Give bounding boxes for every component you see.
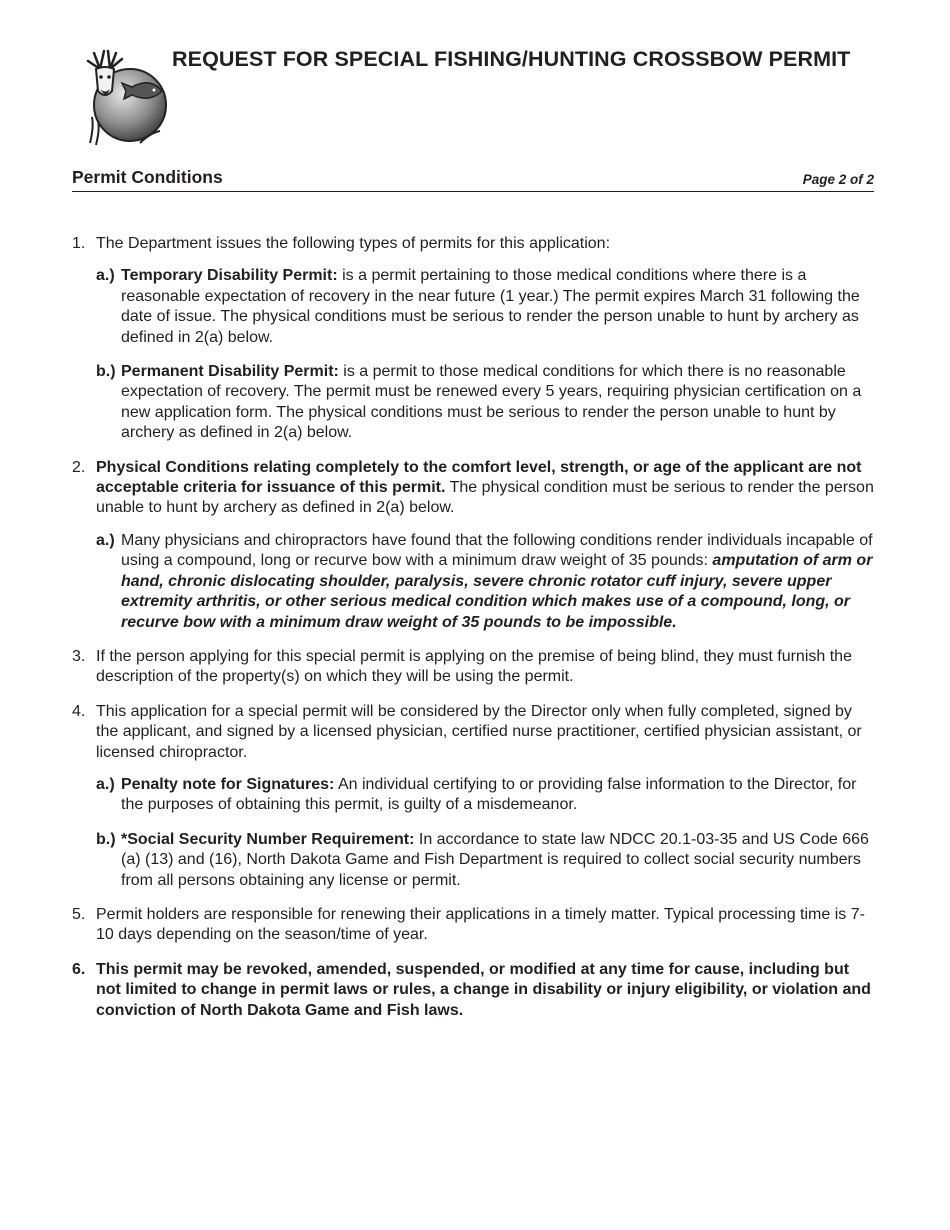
permit-conditions-list (72, 234, 874, 1035)
item-number: 5. (72, 905, 86, 923)
item-number: 2. (72, 458, 86, 476)
item-text: This application for a special permit will be considered by the Director only when fully completed, signed by the applicant, and signed by a licensed physician, certified nurse practitioner, certified physician assistant, or licensed chiropractor. (96, 702, 862, 761)
sub-item-label: a.) (96, 775, 115, 793)
page-number: Page 2 of 2 (802, 172, 874, 187)
condition-item-4 (72, 702, 874, 891)
sub-item-body: is a permit to those medical conditions for which there is no reasonable expectation of recovery. The permit must be renewed every 5 years, requiring physician certification on a new application form. The physical conditions must be serious to render the person unable to hunt by archery as defined in 2(a) below. (121, 363, 862, 442)
sub-item-body: is a permit pertaining to those medical conditions where there is a reasonable expectation of recovery in the near future (1 year.) The permit expires March 31 following the date of issue. The physical conditions must be serious to render the person unable to hunt by archery as defined in 2(a) below. (121, 267, 860, 346)
sub-item-text (121, 266, 874, 348)
item-text: If the person applying for this special permit is applying on the premise of being blind, they must furnish the description of the property(s) on which they will be using the permit. (96, 647, 852, 686)
sub-item-term: Permanent Disability Permit: (121, 363, 339, 381)
condition-item-6 (72, 960, 874, 1021)
condition-item-3 (72, 647, 874, 688)
sub-item-1a (96, 266, 874, 348)
deer-fish-logo-icon (80, 47, 170, 151)
sub-item-text (121, 775, 874, 816)
sub-item-term: *Social Security Number Requirement: (121, 830, 415, 848)
item-text: This permit may be revoked, amended, suspended, or modified at any time for cause, including but not limited to change in permit laws or rules, a change in disability or injury eligibility, or violation and conviction of North Dakota Game and Fish laws. (96, 960, 871, 1019)
section-header (72, 166, 874, 192)
sub-item-4b (96, 830, 874, 891)
sub-item-text (121, 362, 874, 444)
sub-item-label: a.) (96, 267, 115, 285)
document-title: REQUEST FOR SPECIAL FISHING/HUNTING CROSSBOW PERMIT (172, 47, 851, 71)
sub-item-text (121, 531, 874, 633)
item-number: 1. (72, 235, 86, 252)
sub-item-body: Many physicians and chiropractors have found that the following conditions render individuals incapable of using a compound, long or recurve bow with a minimum draw weight of 35 pounds: (121, 531, 873, 570)
sub-item-label: b.) (96, 830, 116, 848)
item-number: 3. (72, 647, 86, 665)
sub-item-term: Temporary Disability Permit: (121, 267, 338, 285)
sub-item-4a (96, 775, 874, 816)
item-text: The Department issues the following types of permits for this application: (96, 235, 611, 252)
condition-item-2 (72, 458, 874, 633)
item-number: 4. (72, 702, 86, 720)
sub-item-1b (96, 362, 874, 444)
sub-item-label: a.) (96, 531, 115, 549)
condition-item-5 (72, 905, 874, 946)
sub-item-text (121, 830, 874, 891)
item-text (96, 458, 874, 519)
sub-item-term: Penalty note for Signatures: (121, 775, 335, 793)
item-bold-text: Physical Conditions relating completely to the comfort level, strength, or age of the applicant are not acceptable criteria for issuance of this permit. (96, 458, 862, 497)
item-text: Permit holders are responsible for renewing their applications in a timely matter. Typical processing time is 7-10 days depending on the season/time of year. (96, 905, 865, 944)
sub-item-body: An individual certifying to or providing false information to the Director, for the purposes of obtaining this permit, is guilty of a misdemeanor. (121, 775, 857, 814)
condition-item-1 (72, 234, 874, 444)
section-title: Permit Conditions (72, 167, 223, 187)
sub-item-body: In accordance to state law NDCC 20.1-03-35 and US Code 666 (a) (13) and (16), North Dakota Game and Fish Department is required to collect social security numbers from all persons obtaining any license or permit. (121, 830, 869, 889)
sub-item-label: b.) (96, 363, 116, 381)
sub-item-2a (96, 531, 874, 633)
item-body: The physical condition must be serious to render the person unable to hunt by archery as defined in 2(a) below. (96, 479, 874, 517)
item-number: 6. (72, 960, 86, 978)
sub-item-emphasis: amputation of arm or hand, chronic dislocating shoulder, paralysis, severe chronic rotator cuff injury, severe upper extremity arthritis, or other serious medical condition which makes use of a compound, long, or recurve bow with a minimum draw weight of 35 pounds to be impossible. (121, 552, 873, 631)
